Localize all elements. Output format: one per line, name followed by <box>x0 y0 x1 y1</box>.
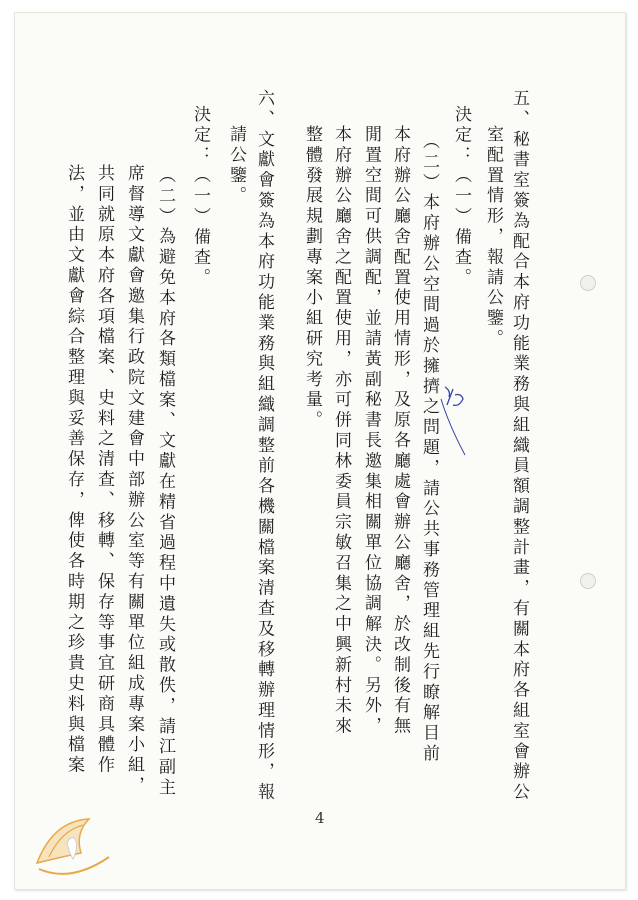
text-column: 六、文獻會簽為本府功能業務與組織調整前各機關檔案清查及移轉辦理情形，報 <box>254 89 274 803</box>
archive-logo-icon <box>31 813 117 885</box>
text-column: 閒置空間可供調配，並請黃副秘書長邀集相關單位協調解決。另外， <box>361 125 381 737</box>
text-column: 本府辦公廳舍之配置使用，亦可併同林委員宗敏召集之中興新村未來 <box>331 125 351 737</box>
page-number: 4 <box>315 809 325 827</box>
text-column: 席督導文獻會邀集行政院文建會中部辦公室等有關單位組成專案小組， <box>124 164 144 797</box>
text-column: 室配置情形，報請公鑒。 <box>483 125 503 350</box>
text-column: 共同就原本府各項檔案、史料之清查、移轉、保存等事宜研商具體作 <box>94 164 114 776</box>
text-column: 決定：（一）備查。 <box>451 105 471 289</box>
handwritten-annotation <box>439 385 481 465</box>
text-column: 整體發展規劃專案小組研究考量。 <box>302 125 322 431</box>
text-column: 五、秘書室簽為配合本府功能業務與組織員額調整計畫，有關本府各組室會辦公 <box>509 89 529 803</box>
binding-hole-top <box>580 275 596 291</box>
text-column: （二）本府辦公空間過於擁擠之問題，請公共事務管理組先行瞭解目前 <box>419 132 439 765</box>
document-page <box>14 12 626 890</box>
text-column: 決定：（一）備查。 <box>190 105 210 289</box>
text-column: （二）為避免本府各類檔案、文獻在精省過程中遺失或散佚，請江副主 <box>155 166 175 799</box>
annotation-text: 擁擠 <box>479 425 481 426</box>
text-column: 本府辦公廳舍配置使用情形，及原各廳處會辦公廳舍，於改制後有無 <box>390 125 410 737</box>
text-column: 法，並由文獻會綜合整理與妥善保存，俾使各時期之珍貴史料與檔案 <box>64 164 84 776</box>
binding-hole-bottom <box>580 573 596 589</box>
text-column: 請公鑒。 <box>226 125 246 207</box>
